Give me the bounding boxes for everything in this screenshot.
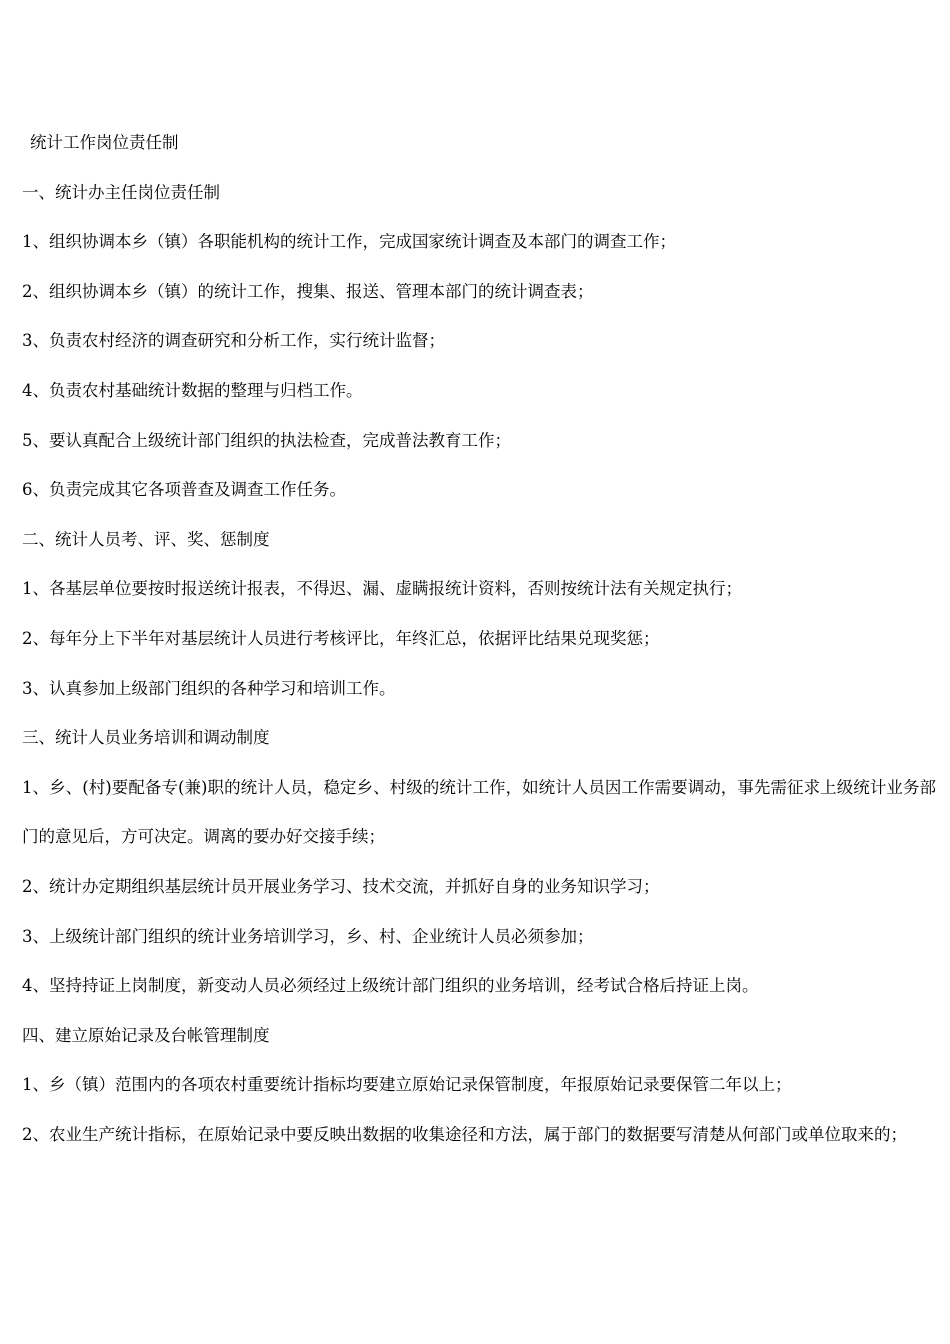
paragraph: 1、组织协调本乡（镇）各职能机构的统计工作，完成国家统计调查及本部门的调查工作； xyxy=(22,232,676,252)
paragraph: 3、认真参加上级部门组织的各种学习和培训工作。 xyxy=(22,678,396,698)
paragraph: 5、要认真配合上级统计部门组织的执法检查，完成普法教育工作； xyxy=(22,430,511,450)
paragraph: 2、组织协调本乡（镇）的统计工作，搜集、报送、管理本部门的统计调查表； xyxy=(22,281,594,301)
section-heading-2: 二、统计人员考、评、奖、惩制度 xyxy=(22,529,270,549)
paragraph: 1、乡（镇）范围内的各项农村重要统计指标均要建立原始记录保管制度，年报原始记录要保管二年以上； xyxy=(22,1075,792,1095)
document-body xyxy=(22,118,936,1159)
document-title: 统计工作岗位责任制 xyxy=(30,133,179,152)
paragraph: 1、乡、(村)要配备专(兼)职的统计人员，稳定乡、村级的统计工作，如统计人员因工作需要调动，事先需征求上级统计业务部门的意见后，方可决定。调离的要办好交接手续； xyxy=(22,777,936,847)
paragraph: 3、负责农村经济的调查研究和分析工作，实行统计监督； xyxy=(22,331,445,351)
paragraph: 2、每年分上下半年对基层统计人员进行考核评比，年终汇总，依据评比结果兑现奖惩； xyxy=(22,628,660,648)
paragraph: 2、农业生产统计指标，在原始记录中要反映出数据的收集途径和方法，属于部门的数据要写清楚从何部门或单位取来的； xyxy=(22,1124,907,1144)
paragraph: 6、负责完成其它各项普查及调查工作任务。 xyxy=(22,480,346,500)
paragraph: 1、各基层单位要按时报送统计报表，不得迟、漏、虚瞒报统计资料，否则按统计法有关规定执行； xyxy=(22,579,742,599)
paragraph: 4、负责农村基础统计数据的整理与归档工作。 xyxy=(22,380,363,400)
paragraph: 3、上级统计部门组织的统计业务培训学习，乡、村、企业统计人员必须参加； xyxy=(22,926,594,946)
section-heading-1: 一、统计办主任岗位责任制 xyxy=(22,182,220,202)
paragraph: 2、统计办定期组织基层统计员开展业务学习、技术交流，并抓好自身的业务知识学习； xyxy=(22,876,660,896)
section-heading-4: 四、建立原始记录及台帐管理制度 xyxy=(22,1025,270,1045)
section-heading-3: 三、统计人员业务培训和调动制度 xyxy=(22,728,270,748)
paragraph: 4、坚持持证上岗制度，新变动人员必须经过上级统计部门组织的业务培训，经考试合格后持证上岗。 xyxy=(22,976,759,996)
